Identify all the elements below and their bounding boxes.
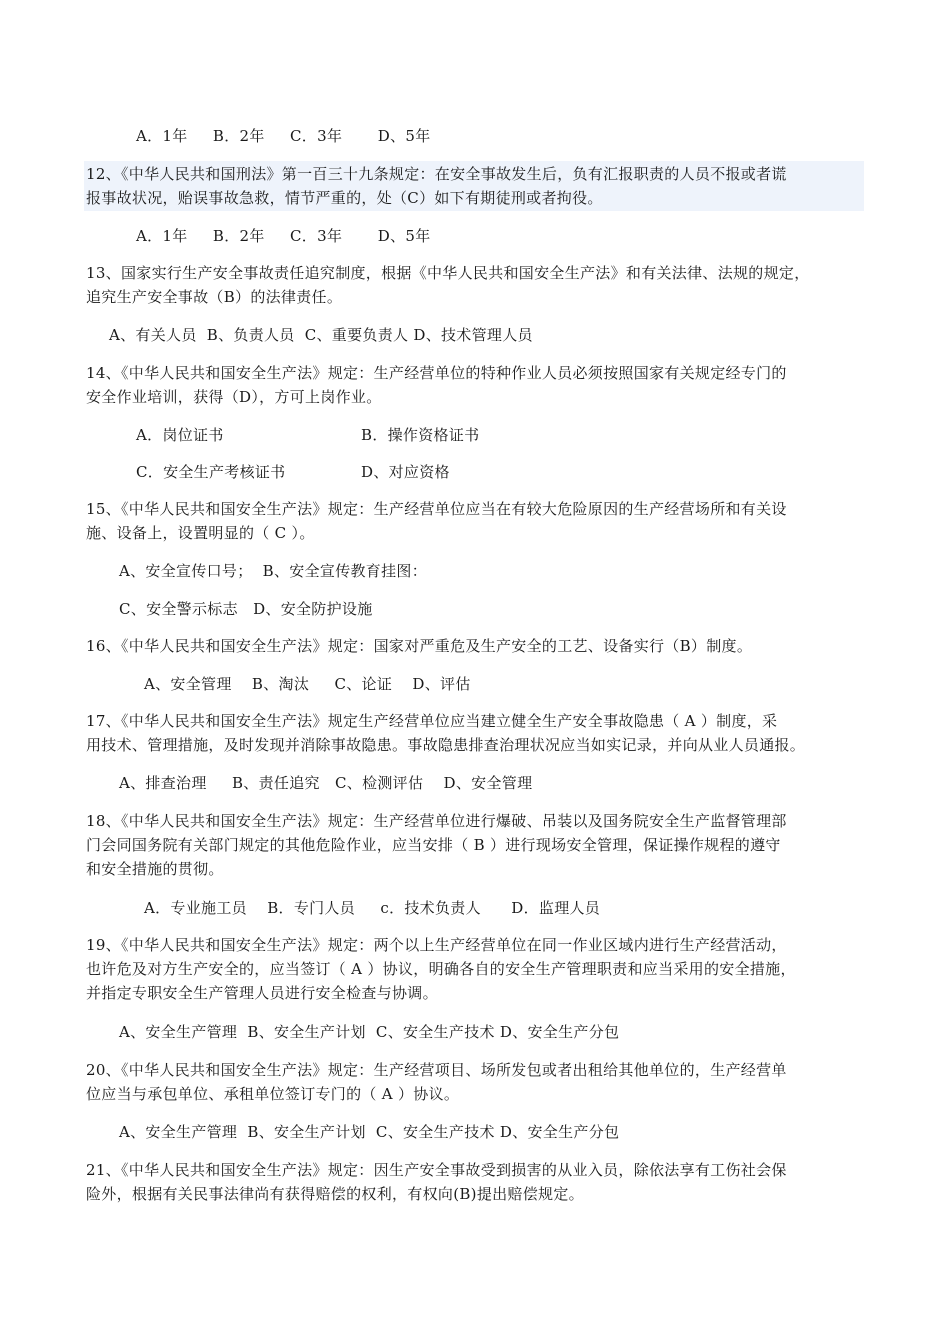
q19-text-line1: 19、《中华人民共和国安全生产法》规定：两个以上生产经营单位在同一作业区域内进行生产经营活动， (86, 936, 787, 954)
q20-text-line1: 20、《中华人民共和国安全生产法》规定：生产经营项目、场所发包或者出租给其他单位的，生产经营单 (86, 1061, 787, 1079)
q14-option-c: C．安全生产考核证书 (136, 463, 286, 481)
q15-options-line2: C、安全警示标志 D、安全防护设施 (119, 600, 373, 618)
q16-text-line1: 16、《中华人民共和国安全生产法》规定：国家对严重危及生产安全的工艺、设备实行（B）制度。 (86, 637, 753, 655)
q12-text-line2: 报事故状况，贻误事故急救，情节严重的，处（C）如下有期徒刑或者拘役。 (86, 189, 603, 207)
q15-text-line1: 15、《中华人民共和国安全生产法》规定：生产经营单位应当在有较大危险原因的生产经营场所和有关设 (86, 500, 787, 518)
q19-text-line3: 并指定专职安全生产管理人员进行安全检查与协调。 (86, 984, 438, 1002)
q20-options: A、安全生产管理 B、安全生产计划 C、安全生产技术 D、安全生产分包 (119, 1123, 620, 1141)
q13-text-line1: 13、国家实行生产安全事故责任追究制度，根据《中华人民共和国安全生产法》和有关法律、法规的规定， (86, 264, 810, 282)
q14-text-line2: 安全作业培训，获得（D），方可上岗作业。 (86, 388, 382, 406)
q18-text-line2: 门会同国务院有关部门规定的其他危险作业，应当安排（ B ）进行现场安全管理，保证操作规程的遵守 (86, 836, 781, 854)
q17-options: A、排查治理 B、责任追究 C、检测评估 D、安全管理 (119, 774, 533, 792)
q18-text-line1: 18、《中华人民共和国安全生产法》规定：生产经营单位进行爆破、吊装以及国务院安全生产监督管理部 (86, 812, 787, 830)
q13-text-line2: 追究生产安全事故（B）的法律责任。 (86, 288, 343, 306)
q15-options-line1: A、安全宣传口号； B、安全宣传教育挂图： (119, 562, 427, 580)
q17-text-line1: 17、《中华人民共和国安全生产法》规定生产经营单位应当建立健全生产安全事故隐患（ A ）制度，采 (86, 712, 778, 730)
q14-option-a: A．岗位证书 (136, 426, 224, 444)
q18-options: A．专业施工员 B．专门人员 c．技术负责人 D．监理人员 (144, 899, 601, 917)
q14-option-b: B．操作资格证书 (361, 426, 480, 444)
q11-options: A．1年 B．2年 C．3年 D、5年 (136, 127, 431, 145)
q19-options: A、安全生产管理 B、安全生产计划 C、安全生产技术 D、安全生产分包 (119, 1023, 620, 1041)
q21-text-line2: 险外，根据有关民事法律尚有获得赔偿的权利，有权向(B)提出赔偿规定。 (86, 1185, 584, 1203)
q12-options: A．1年 B．2年 C．3年 D、5年 (136, 227, 431, 245)
q17-text-line2: 用技术、管理措施，及时发现并消除事故隐患。事故隐患排查治理状况应当如实记录，并向从业人员通报。 (86, 736, 806, 754)
q20-text-line2: 位应当与承包单位、承租单位签订专门的（ A ）协议。 (86, 1085, 460, 1103)
q13-options: A、有关人员 B、负责人员 C、重要负责人 D、技术管理人员 (109, 326, 533, 344)
q15-text-line2: 施、设备上，设置明显的（ C ）。 (86, 524, 315, 542)
q14-option-d: D、对应资格 (361, 463, 450, 481)
q21-text-line1: 21、《中华人民共和国安全生产法》规定：因生产安全事故受到损害的从业入员，除依法享有工伤社会保 (86, 1161, 787, 1179)
q18-text-line3: 和安全措施的贯彻。 (86, 860, 224, 878)
q16-options: A、安全管理 B、淘汰 C、论证 D、评估 (144, 675, 471, 693)
q14-text-line1: 14、《中华人民共和国安全生产法》规定：生产经营单位的特种作业人员必须按照国家有关规定经专门的 (86, 364, 787, 382)
q19-text-line2: 也许危及对方生产安全的，应当签订（ A ）协议，明确各自的安全生产管理职责和应当采用的安全措施， (86, 960, 796, 978)
q12-text-line1: 12、《中华人民共和国刑法》第一百三十九条规定：在安全事故发生后，负有汇报职责的人员不报或者谎 (86, 165, 787, 183)
